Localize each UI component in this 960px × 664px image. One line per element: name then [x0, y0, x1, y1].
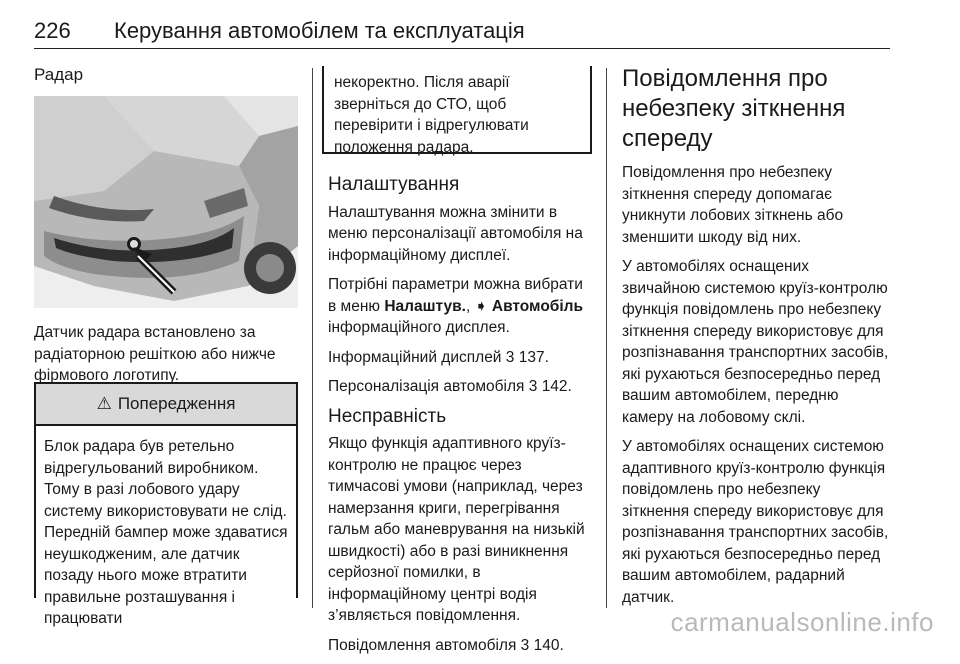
header-rule — [34, 48, 890, 49]
warning-text: Блок радара був ретельно відрегульований виробником. Тому в разі лобового удару систему використовувати не слід. Передній бампер може здаватися неушкодженим, але датчик позаду нього може втратити правильне розташування і працювати — [44, 438, 288, 627]
settings-paragraph-3 — [328, 347, 594, 369]
page-reference-icon: 3 — [505, 348, 515, 366]
settings-paragraph-1: Налаштування можна змінити в меню персоналізації автомобіля на інформаційному дисплеї. — [328, 203, 583, 264]
page-header — [34, 18, 890, 50]
menu-arrow-icon: ➧ — [474, 297, 488, 315]
page-reference[interactable] — [529, 378, 572, 395]
car-illustration — [34, 96, 298, 308]
menu-vehicle-label: Автомобіль — [491, 297, 584, 315]
settings-paragraph-2 — [328, 274, 594, 339]
page-number: 226 — [34, 18, 71, 43]
column-divider — [312, 68, 313, 608]
section-heading-radar: Радар — [34, 65, 84, 84]
settings-text: інформаційного дисплея. — [328, 319, 510, 336]
reference-text: Інформаційний дисплей — [328, 348, 502, 366]
section-heading-settings: Налаштування — [328, 174, 460, 195]
car-radar-photo — [34, 96, 298, 308]
page-reference[interactable] — [506, 349, 549, 366]
menu-settings-label: Налаштув. — [384, 297, 466, 315]
reference-text: Повідомлення автомобіля — [328, 636, 517, 654]
page-reference-icon: 3 — [520, 636, 530, 654]
right-column — [622, 64, 890, 616]
section-heading-collision-alert: Повідомлення про небезпеку зіткнення спереду — [622, 65, 846, 152]
page-reference[interactable] — [521, 637, 564, 654]
reference-page: 137. — [518, 348, 549, 366]
left-column — [34, 64, 298, 94]
warning-continuation-box: некоректно. Після аварії зверніться до СТО, щоб перевірити і відрегулювати положення радара. — [322, 66, 592, 154]
fault-paragraph-2 — [328, 635, 594, 657]
warning-box — [34, 382, 298, 627]
fault-paragraph-1: Якщо функція адаптивного круїз-контролю не працює через тимчасові умови (наприклад, через намерзання криги, перегрівання гальм або маневрування на низькій швидкості) або в разі виникнення серйозної помилки, в інформаційному центрі водія з’являється повідомлення. — [328, 435, 585, 624]
warning-header — [36, 384, 296, 426]
warning-triangle-icon: ⚠ — [96, 394, 112, 413]
column-divider — [606, 68, 607, 608]
photo-caption: Датчик радара встановлено за радіаторною решіткою або нижче фірмового логотипу. — [34, 324, 276, 384]
reference-page: 140. — [533, 636, 564, 654]
section-heading-fault: Несправність — [328, 405, 447, 427]
warning-title: Попередження — [117, 394, 236, 413]
separator: , — [465, 297, 475, 315]
reference-page: 142. — [541, 378, 572, 395]
collision-paragraph-3: У автомобілях оснащених системою адаптивного круїз-контролю функція повідомлень про небезпеку зіткнення спереду використовує для розпізнавання транспортних засобів, які рухаються безпосередньо перед вашим автомобілем, радарний датчик. — [622, 438, 889, 606]
collision-paragraph-2: У автомобілях оснащених звичайною системою круїз-контролю функція повідомлень про небезпеку зіткнення спереду використовує для розпізнавання транспортних засобів, які рухаються безпосередньо перед вашим автомобілем, передню камеру на лобовому склі. — [622, 258, 889, 426]
middle-column — [328, 168, 594, 664]
collision-paragraph-1: Повідомлення про небезпеку зіткнення спереду допомагає уникнути лобових зіткнень або зменшити шкоду від них. — [622, 164, 844, 246]
settings-text: Потрібні параметри можна вибрати в меню — [328, 276, 583, 315]
page-reference-icon: 3 — [528, 378, 538, 395]
settings-paragraph-4 — [328, 376, 594, 398]
chapter-title: Керування автомобілем та експлуатація — [114, 18, 525, 43]
reference-text: Персоналізація автомобіля — [328, 378, 525, 395]
watermark: carmanualsonline.info — [670, 607, 934, 637]
